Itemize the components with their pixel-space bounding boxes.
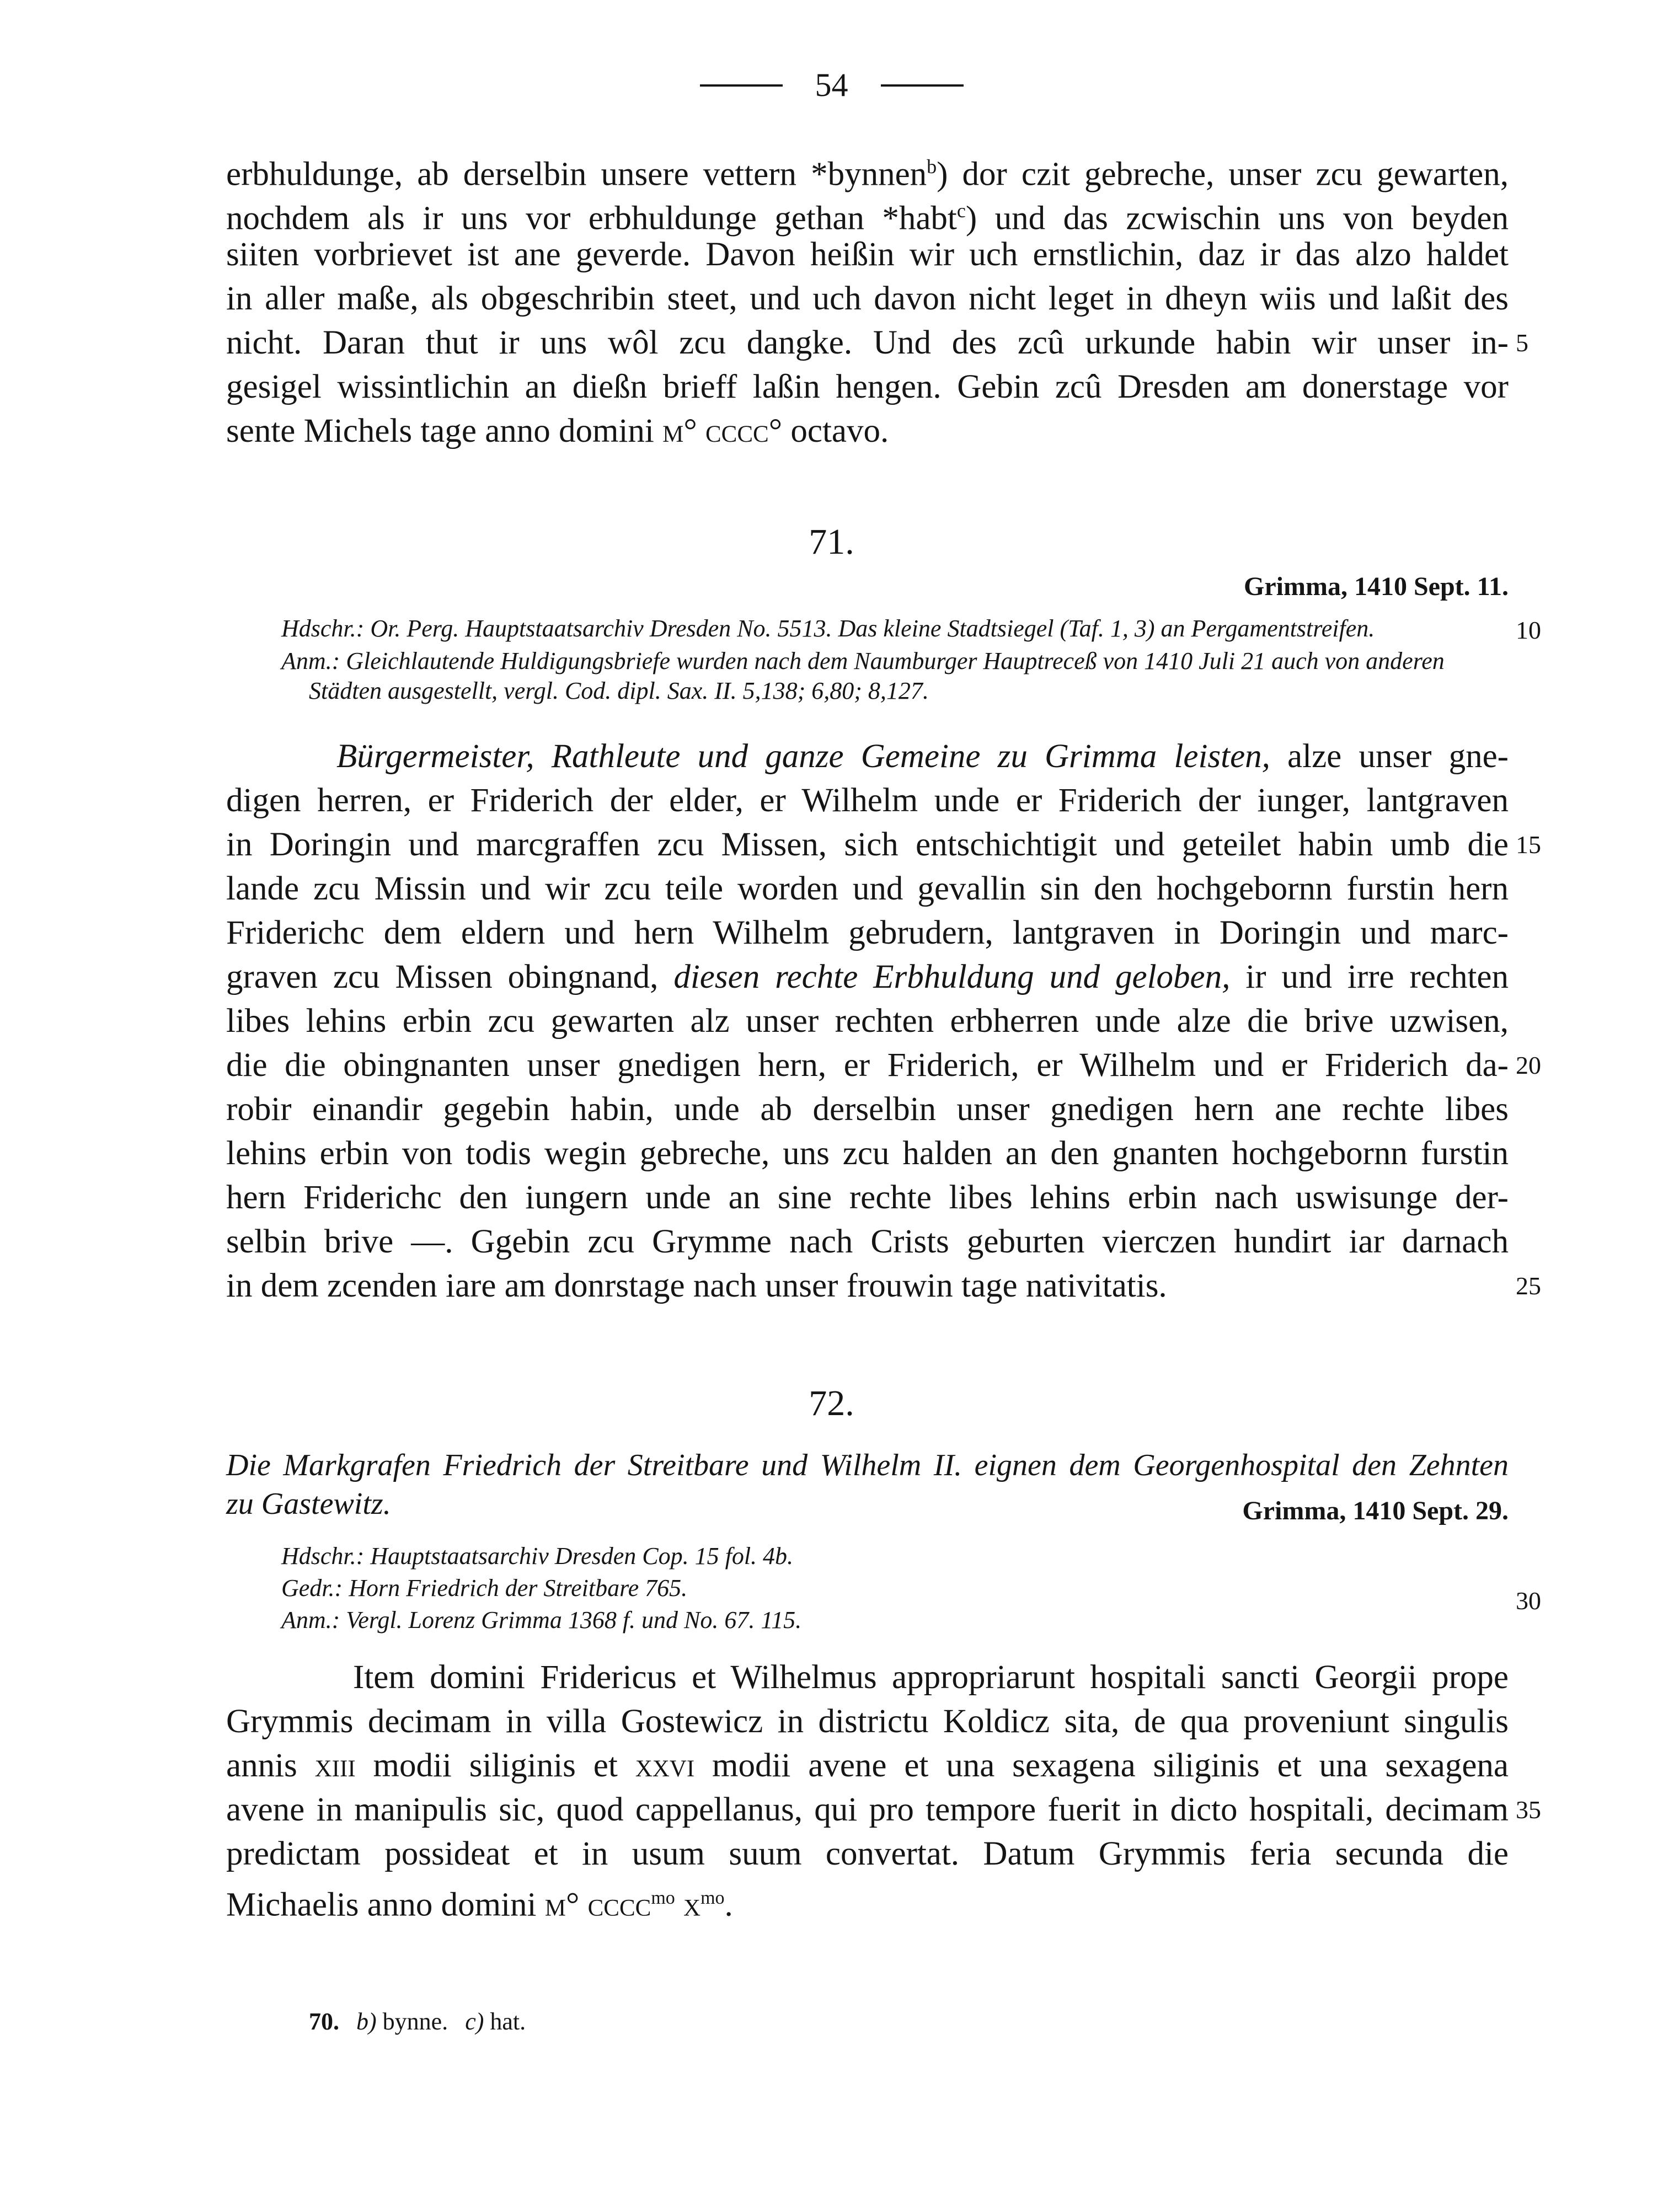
line-number: 30	[1516, 1587, 1541, 1615]
regest-inline: diesen rechte Erbhuldung und geloben,	[673, 958, 1231, 995]
text-line: Michaelis anno domini m° cccc$^{mo}$ $x^{mo}$.	[226, 1886, 733, 1924]
page-number: 54	[815, 67, 848, 103]
text-line: libes lehins erbin zcu gewarten alz unser rechten erbherren unde alze die brive uzwisen,	[226, 1003, 1509, 1040]
header-rule-right	[881, 84, 964, 87]
regest-cont: zu Gastewitz.	[226, 1487, 391, 1521]
line-number: 10	[1516, 616, 1541, 644]
line-number: 25	[1516, 1272, 1541, 1300]
text-line: in aller maße, als obgeschribin steet, und uch davon nicht leget in dheyn wiis und laßit des	[226, 280, 1509, 317]
text-line: graven zcu Missen obingnand, diesen rechte Erbhuldung und geloben, ir und irre rechten	[226, 958, 1509, 995]
text-line: robir einandir gegebin habin, unde ab derselbin unser gnedigen hern ane rechte libes	[226, 1091, 1509, 1128]
annotation-note: Anm.: Vergl. Lorenz Grimma 1368 f. und No. 67. 115.	[281, 1606, 802, 1633]
text-line: avene in manipulis sic, quod cappellanus, qui pro tempore fuerit in dicto hospitali, decimam	[226, 1791, 1509, 1828]
text-line: die die obingnanten unser gnedigen hern, er Friderich, er Wilhelm und er Friderich da-	[226, 1047, 1509, 1084]
text-line: digen herren, er Friderich der elder, er Wilhelm unde er Friderich der iunger, lantgraven	[226, 782, 1509, 819]
text-line: Friderichc dem eldern und hern Wilhelm gebrudern, lantgraven in Doringin und marc-	[226, 914, 1509, 951]
text-line: nicht. Daran thut ir uns wôl zcu dangke. Und des zcû urkunde habin wir unser in-	[226, 324, 1509, 361]
text-line: hern Friderichc den iungern unde an sine rechte libes lehins erbin nach uswisunge der-	[226, 1179, 1509, 1216]
regest: Die Markgrafen Friedrich der Streitbare und Wilhelm II. eignen dem Georgenhospital den Zehnten	[226, 1448, 1509, 1482]
regest-inline: Bürgermeister, Rathleute und ganze Gemeine zu Grimma leisten,	[336, 738, 1270, 775]
text-line: annis xiii modii siliginis et xxvi modii avene et una sexagena siliginis et una sexagena	[226, 1747, 1509, 1784]
place-date: Grimma, 1410 Sept. 11.	[1244, 572, 1509, 601]
print-note: Gedr.: Horn Friedrich der Streitbare 765.	[281, 1574, 688, 1602]
manuscript-note: Hdschr.: Or. Perg. Hauptstaatsarchiv Dresden No. 5513. Das kleine Stadtsiegel (Taf. 1, 3) an Pergamentstreifen.	[281, 615, 1375, 642]
header-rule-left	[700, 84, 783, 87]
text-line: erbhuldunge, ab derselbin unsere vettern *bynnen$^b$) dor czit gebreche, unser zcu gewarten,	[226, 156, 1509, 193]
text-line: Grymmis decimam in villa Gostewicz in districtu Koldicz sita, de qua proveniunt singulis	[226, 1703, 1509, 1740]
annotation-note: Anm.: Gleichlautende Huldigungsbriefe wurden nach dem Naumburger Hauptreceß von 1410 Juli 21 auch von anderen	[281, 647, 1445, 674]
text-line: in dem zcenden iare am donrstage nach unser frouwin tage nativitatis.	[226, 1267, 1167, 1304]
text-line: lande zcu Missin und wir zcu teile worden und gevallin sin den hochgebornn furstin hern	[226, 870, 1509, 907]
text-line: selbin brive —. Ggebin zcu Grymme nach Crists geburten vierczen hundirt iar darnach	[226, 1223, 1509, 1260]
annotation-note-cont: Städten ausgestellt, vergl. Cod. dipl. Sax. II. 5,138; 6,80; 8,127.	[309, 677, 929, 704]
page-header	[0, 66, 1663, 104]
text-line: lehins erbin von todis wegin gebreche, uns zcu halden an den gnanten hochgebornn furstin	[226, 1135, 1509, 1172]
text-line: Bürgermeister, Rathleute und ganze Gemeine zu Grimma leisten, alze unser gne-	[336, 738, 1509, 775]
manuscript-note: Hdschr.: Hauptstaatsarchiv Dresden Cop. 15 fol. 4b.	[281, 1542, 794, 1570]
text-line: siiten vorbrievet ist ane geverde. Davon heißin wir uch ernstlichin, daz ir das alzo haldet	[226, 236, 1509, 273]
document-number: 71.	[809, 522, 854, 562]
line-number: 15	[1516, 831, 1541, 859]
line-number: 5	[1516, 329, 1528, 357]
line-number: 35	[1516, 1796, 1541, 1824]
text-line: gesigel wissintlichin an dießn brieff laßin hengen. Gebin zcû Dresden am donerstage vor	[226, 368, 1509, 405]
place-date: Grimma, 1410 Sept. 29.	[1242, 1496, 1509, 1525]
text-line: in Doringin und marcgraffen zcu Missen, sich entschichtigit und geteilet habin umb die	[226, 826, 1509, 863]
text-line: Item domini Fridericus et Wilhelmus appropriarunt hospitali sancti Georgii prope	[353, 1659, 1509, 1696]
document-number: 72.	[809, 1383, 854, 1423]
text-line: predictam possideat et in usum suum convertat. Datum Grymmis feria secunda die	[226, 1835, 1509, 1872]
footnote: 70. b) bynne. c) hat.	[309, 2008, 526, 2035]
line-number: 20	[1516, 1051, 1541, 1079]
text-line: sente Michels tage anno domini m° cccc° octavo.	[226, 413, 889, 449]
text-line: nochdem als ir uns vor erbhuldunge gethan *habt$^c$) und das zcwischin uns von beyden	[226, 200, 1509, 237]
